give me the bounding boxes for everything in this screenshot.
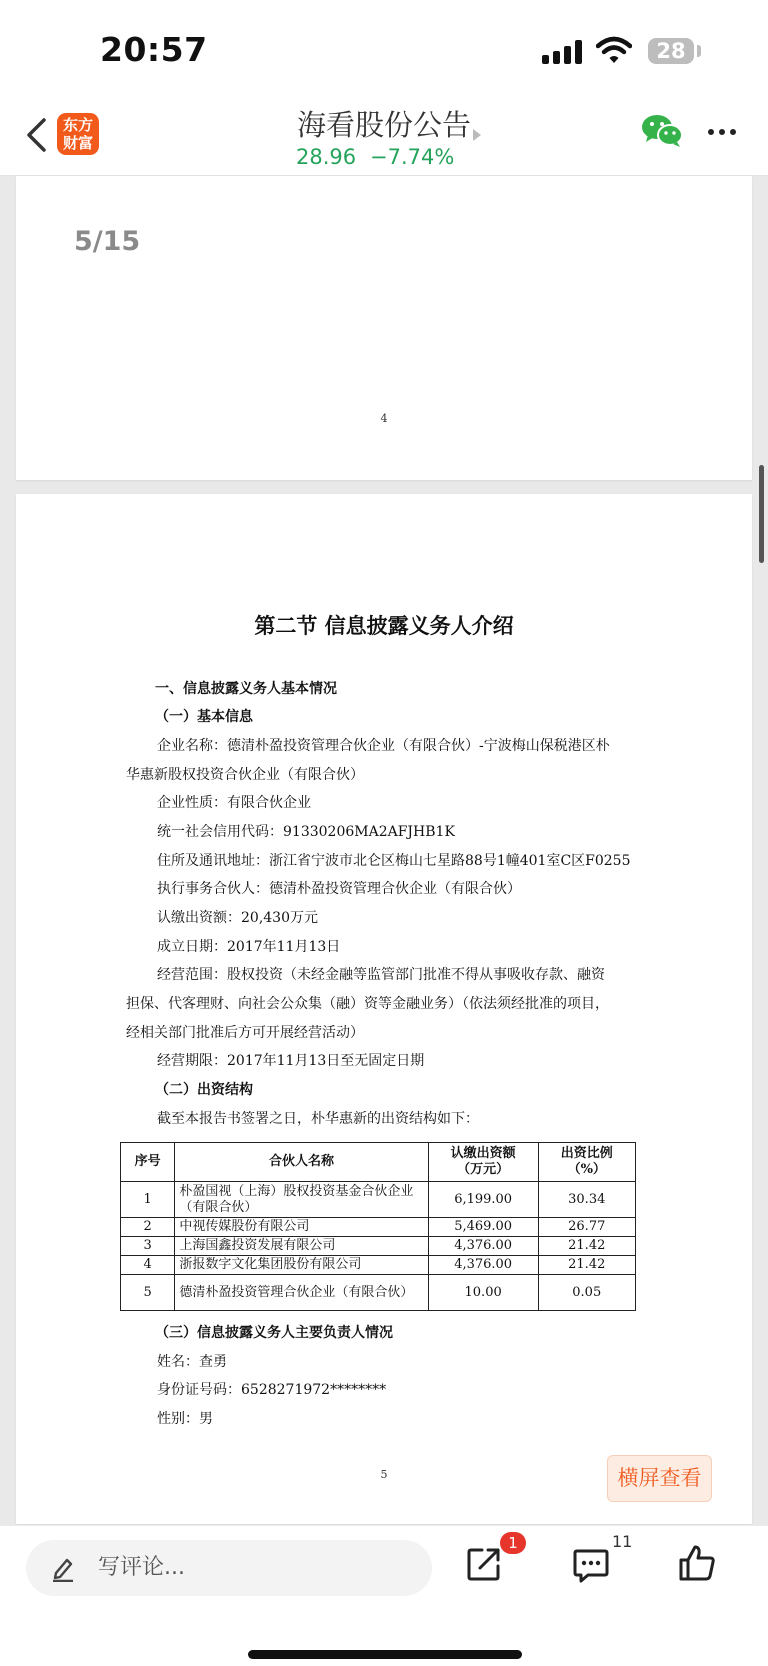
cell-amount: 4,376.00	[428, 1256, 538, 1275]
subheading-structure: （二）出资结构	[155, 1082, 253, 1098]
person-name: 姓名：查勇	[157, 1354, 227, 1370]
page-title: 海看股份公告	[296, 108, 471, 142]
bottom-action-bar	[0, 1525, 768, 1666]
table-row	[121, 1237, 636, 1256]
cell-pct: 21.42	[538, 1256, 635, 1275]
business-scope-line2: 担保、代客理财、向社会公众集（融）资等金融业务）（依法须经批准的项目，	[126, 996, 609, 1012]
page-indicator: 5/15	[74, 226, 141, 257]
wechat-share-icon[interactable]	[640, 113, 684, 149]
header-amount-l2: （万元）	[457, 1162, 510, 1177]
header-name: 合伙人名称	[175, 1143, 428, 1182]
cell-pct: 26.77	[538, 1218, 635, 1237]
header-pct-l2: （%）	[567, 1162, 606, 1177]
cell-no: 2	[121, 1218, 175, 1237]
cell-name: 上海国鑫投资发展有限公司	[175, 1237, 428, 1256]
section-title: 第二节 信息披露义务人介绍	[254, 613, 514, 638]
cell-pct: 30.34	[538, 1182, 635, 1218]
comment-input[interactable]	[26, 1540, 432, 1596]
quote-arrow-icon[interactable]	[473, 129, 481, 141]
business-scope-line1: 经营范围：股权投资（未经金融等监管部门批准不得从事吸收存款、融资	[157, 967, 605, 983]
header-amount	[428, 1143, 538, 1182]
cell-name: 德清朴盈投资管理合伙企业（有限合伙）	[175, 1275, 428, 1311]
cell-no: 3	[121, 1237, 175, 1256]
share-icon[interactable]	[466, 1546, 502, 1582]
comment-icon[interactable]	[572, 1548, 610, 1584]
credit-code: 统一社会信用代码：91330206MA2AFJHB1K	[157, 824, 455, 840]
home-indicator	[248, 1650, 522, 1659]
comment-count: 11	[612, 1532, 633, 1551]
page-number: 4	[380, 412, 388, 425]
subheading-principal: （三）信息披露义务人主要负责人情况	[155, 1325, 393, 1341]
cell-name: 朴盈国视（上海）股权投资基金合伙企业（有限合伙）	[175, 1182, 428, 1218]
executive-partner: 执行事务合伙人：德清朴盈投资管理合伙企业（有限合伙）	[157, 881, 521, 897]
company-name-line1: 企业名称：德清朴盈投资管理合伙企业（有限合伙）-宁波梅山保税港区朴	[157, 738, 610, 754]
document-page-5	[16, 494, 752, 1524]
header-pct-l1: 出资比例	[560, 1146, 613, 1161]
business-scope-line3: 经相关部门批准后方可开展经营活动）	[126, 1025, 364, 1041]
table-row	[121, 1182, 636, 1218]
business-term: 经营期限：2017年11月13日至无固定日期	[157, 1053, 425, 1069]
comment-placeholder: 写评论...	[98, 1555, 185, 1580]
structure-intro: 截至本报告书签署之日，朴华惠新的出资结构如下：	[157, 1111, 479, 1127]
cell-amount: 5,469.00	[428, 1218, 538, 1237]
battery-icon	[648, 38, 694, 64]
person-gender: 性别：男	[157, 1411, 213, 1427]
company-nature: 企业性质：有限合伙企业	[157, 795, 311, 811]
cell-amount: 4,376.00	[428, 1237, 538, 1256]
cell-amount: 10.00	[428, 1275, 538, 1311]
establish-date: 成立日期：2017年11月13日	[157, 939, 341, 955]
status-time: 20:57	[100, 30, 208, 69]
battery-tip	[697, 45, 701, 57]
stock-change: −7.74%	[370, 145, 455, 169]
header-pct	[538, 1143, 635, 1182]
cell-pct: 0.05	[538, 1275, 635, 1311]
logo-line1: 东方	[62, 116, 93, 134]
nav-bar	[0, 95, 768, 176]
cell-name: 浙报数字文化集团股份有限公司	[175, 1256, 428, 1275]
share-badge: 1	[500, 1532, 526, 1554]
subscribed-capital: 认缴出资额：20,430万元	[157, 910, 318, 926]
cell-no: 1	[121, 1182, 175, 1218]
more-options-icon[interactable]	[708, 129, 738, 137]
table-row	[121, 1256, 636, 1275]
thumbs-up-icon[interactable]	[678, 1544, 716, 1582]
header-no: 序号	[121, 1143, 175, 1182]
heading-basic-info: 一、信息披露义务人基本情况	[155, 681, 337, 697]
wifi-icon	[596, 36, 632, 66]
pencil-icon	[50, 1554, 76, 1582]
table-row	[121, 1218, 636, 1237]
stock-price: 28.96	[296, 145, 357, 169]
landscape-view-button[interactable]: 横屏查看	[607, 1455, 712, 1502]
table-header-row	[121, 1143, 636, 1182]
status-bar	[0, 0, 768, 95]
logo-line2: 财富	[62, 134, 93, 152]
subheading-basic: （一）基本信息	[155, 709, 253, 725]
cellular-signal-icon	[542, 40, 584, 64]
document-page-4	[16, 176, 752, 480]
person-id: 身份证号码：6528271972********	[157, 1382, 387, 1398]
cell-pct: 21.42	[538, 1237, 635, 1256]
company-name-line2: 华惠新股权投资合伙企业（有限合伙）	[126, 767, 364, 783]
capital-structure-table	[120, 1142, 636, 1311]
address: 住所及通讯地址：浙江省宁波市北仑区梅山七星路88号1幢401室C区F0255	[157, 853, 631, 869]
battery-level: 28	[656, 39, 686, 63]
cell-no: 5	[121, 1275, 175, 1311]
cell-no: 4	[121, 1256, 175, 1275]
cell-amount: 6,199.00	[428, 1182, 538, 1218]
table-row	[121, 1275, 636, 1311]
page-number: 5	[380, 1468, 388, 1481]
header-amount-l1: 认缴出资额	[450, 1146, 516, 1161]
scrollbar[interactable]	[759, 465, 764, 563]
cell-name: 中视传媒股份有限公司	[175, 1218, 428, 1237]
